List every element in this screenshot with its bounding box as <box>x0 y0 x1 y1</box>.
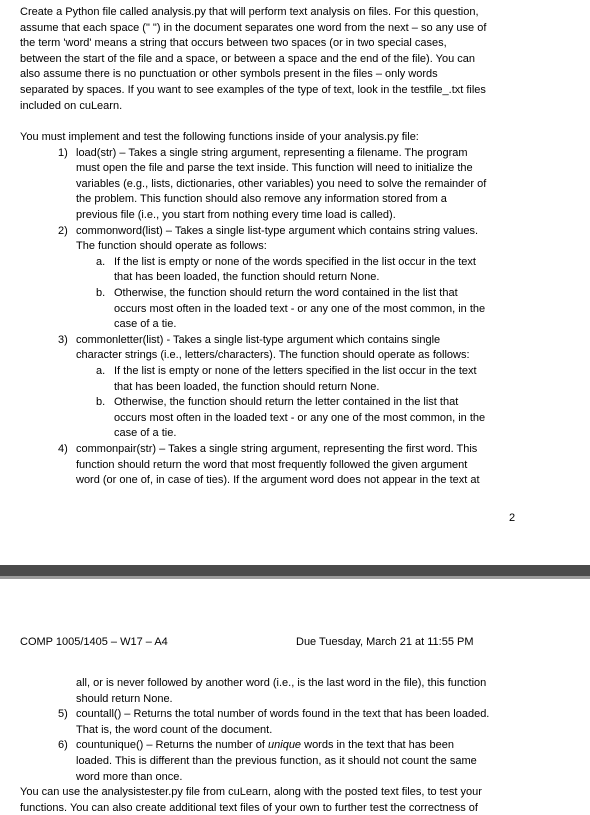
text-run: words in the text that has been <box>301 739 454 752</box>
list-item-line: variables (e.g., lists, dictionaries, other variables) you need to solve the remainder of <box>76 177 487 190</box>
sublist-item-line: occurs most often in the loaded text - or any one of the most common, in the <box>114 411 486 424</box>
list-item-line: That is, the word count of the document. <box>76 723 273 736</box>
sublist-marker: b. <box>96 396 106 409</box>
sublist-item-line: that has been loaded, the function should return None. <box>114 271 380 284</box>
intro-line: separated by spaces. If you want to see examples of the type of text, look in the testfile_.txt files <box>20 84 486 96</box>
emphasis-text: unique <box>268 739 302 752</box>
list-item-line: function should return the word that most frequently followed the given argument <box>76 458 468 471</box>
list-marker: 3) <box>58 333 68 346</box>
list-item-line: character strings (i.e., letters/characters). The function should operate as follows: <box>76 349 470 362</box>
list-item-line: countall() – Returns the total number of words found in the text that has been loaded. <box>76 708 490 721</box>
list-marker: 4) <box>58 443 68 455</box>
text-run: countunique() – Returns the number of <box>76 739 269 752</box>
intro-line: the term 'word' means a string that occurs between two spaces (or in two special cases, <box>20 37 447 50</box>
list-item-line: commonword(list) – Takes a single list-type argument which contains string values. <box>76 224 479 237</box>
intro-line: assume that each space (" ") in the document separates one word from the next – so any use of <box>20 21 487 34</box>
list-item-line <box>76 738 454 754</box>
list-item-line: must open the file and parse the text inside. This function will need to initialize the <box>76 162 473 175</box>
list-marker: 5) <box>58 708 68 721</box>
list-intro: You must implement and test the following functions inside of your analysis.py file: <box>20 131 419 143</box>
intro-line: Create a Python file called analysis.py that will perform text analysis on files. For this question, <box>20 6 479 18</box>
intro-line: also assume there is no punctuation or other symbols present in the files – only words <box>20 68 438 81</box>
closing-line: functions. You can also create additional text files of your own to further test the correctness of <box>20 801 478 814</box>
list-item-line: word (or one of, in case of ties). If the argument word does not appear in the text at <box>76 474 480 487</box>
list-marker: 1) <box>58 146 68 159</box>
intro-line: included on cuLearn. <box>20 99 123 112</box>
due-date-header: Due Tuesday, March 21 at 11:55 PM <box>296 636 474 648</box>
sublist-item-line: that has been loaded, the function should return None. <box>114 380 380 393</box>
page-number: 2 <box>509 512 516 524</box>
list-item-line: The function should operate as follows: <box>76 240 267 253</box>
list-item-line: commonletter(list) - Takes a single list-type argument which contains single <box>76 333 441 346</box>
list-item-line: load(str) – Takes a single string argument, representing a filename. The program <box>76 146 468 159</box>
list-item-line: should return None. <box>76 692 173 705</box>
sublist-item-line: occurs most often in the loaded text - or any one of the most common, in the <box>114 302 486 315</box>
list-item-line: loaded. This is different than the previous function, as it should not count the same <box>76 755 477 767</box>
list-item-line: all, or is never followed by another word (i.e., is the last word in the file), this function <box>76 677 487 689</box>
sublist-marker: a. <box>96 365 106 377</box>
sublist-item-line: Otherwise, the function should return the letter contained in the list that <box>114 396 459 409</box>
list-marker: 2) <box>58 224 68 237</box>
list-item-line: word more than once. <box>76 770 183 783</box>
sublist-item-line: If the list is empty or none of the letters specified in the list occur in the text <box>114 365 477 377</box>
document-page-2 <box>0 579 590 815</box>
sublist-item-line: Otherwise, the function should return the word contained in the list that <box>114 287 458 299</box>
sublist-marker: b. <box>96 287 106 299</box>
list-marker: 6) <box>58 739 68 752</box>
sublist-item-line: case of a tie. <box>114 427 177 440</box>
sublist-marker: a. <box>96 255 106 268</box>
closing-line: You can use the analysistester.py file from cuLearn, along with the posted text files, to test your <box>20 786 482 799</box>
list-item-line: previous file (i.e., you start from nothing every time load is called). <box>76 209 396 221</box>
intro-line: between the start of the file and a space, or between a space and the end of the file). You can <box>20 52 475 65</box>
sublist-item-line: case of a tie. <box>114 318 177 331</box>
list-item-line: the problem. This function should also remove any information stored from a <box>76 193 447 206</box>
page-break-divider <box>0 565 590 579</box>
list-item-line: commonpair(str) – Takes a single string argument, representing the first word. This <box>76 443 478 455</box>
sublist-item-line: If the list is empty or none of the words specified in the list occur in the text <box>114 255 476 268</box>
course-header: COMP 1005/1405 – W17 – A4 <box>20 636 168 648</box>
